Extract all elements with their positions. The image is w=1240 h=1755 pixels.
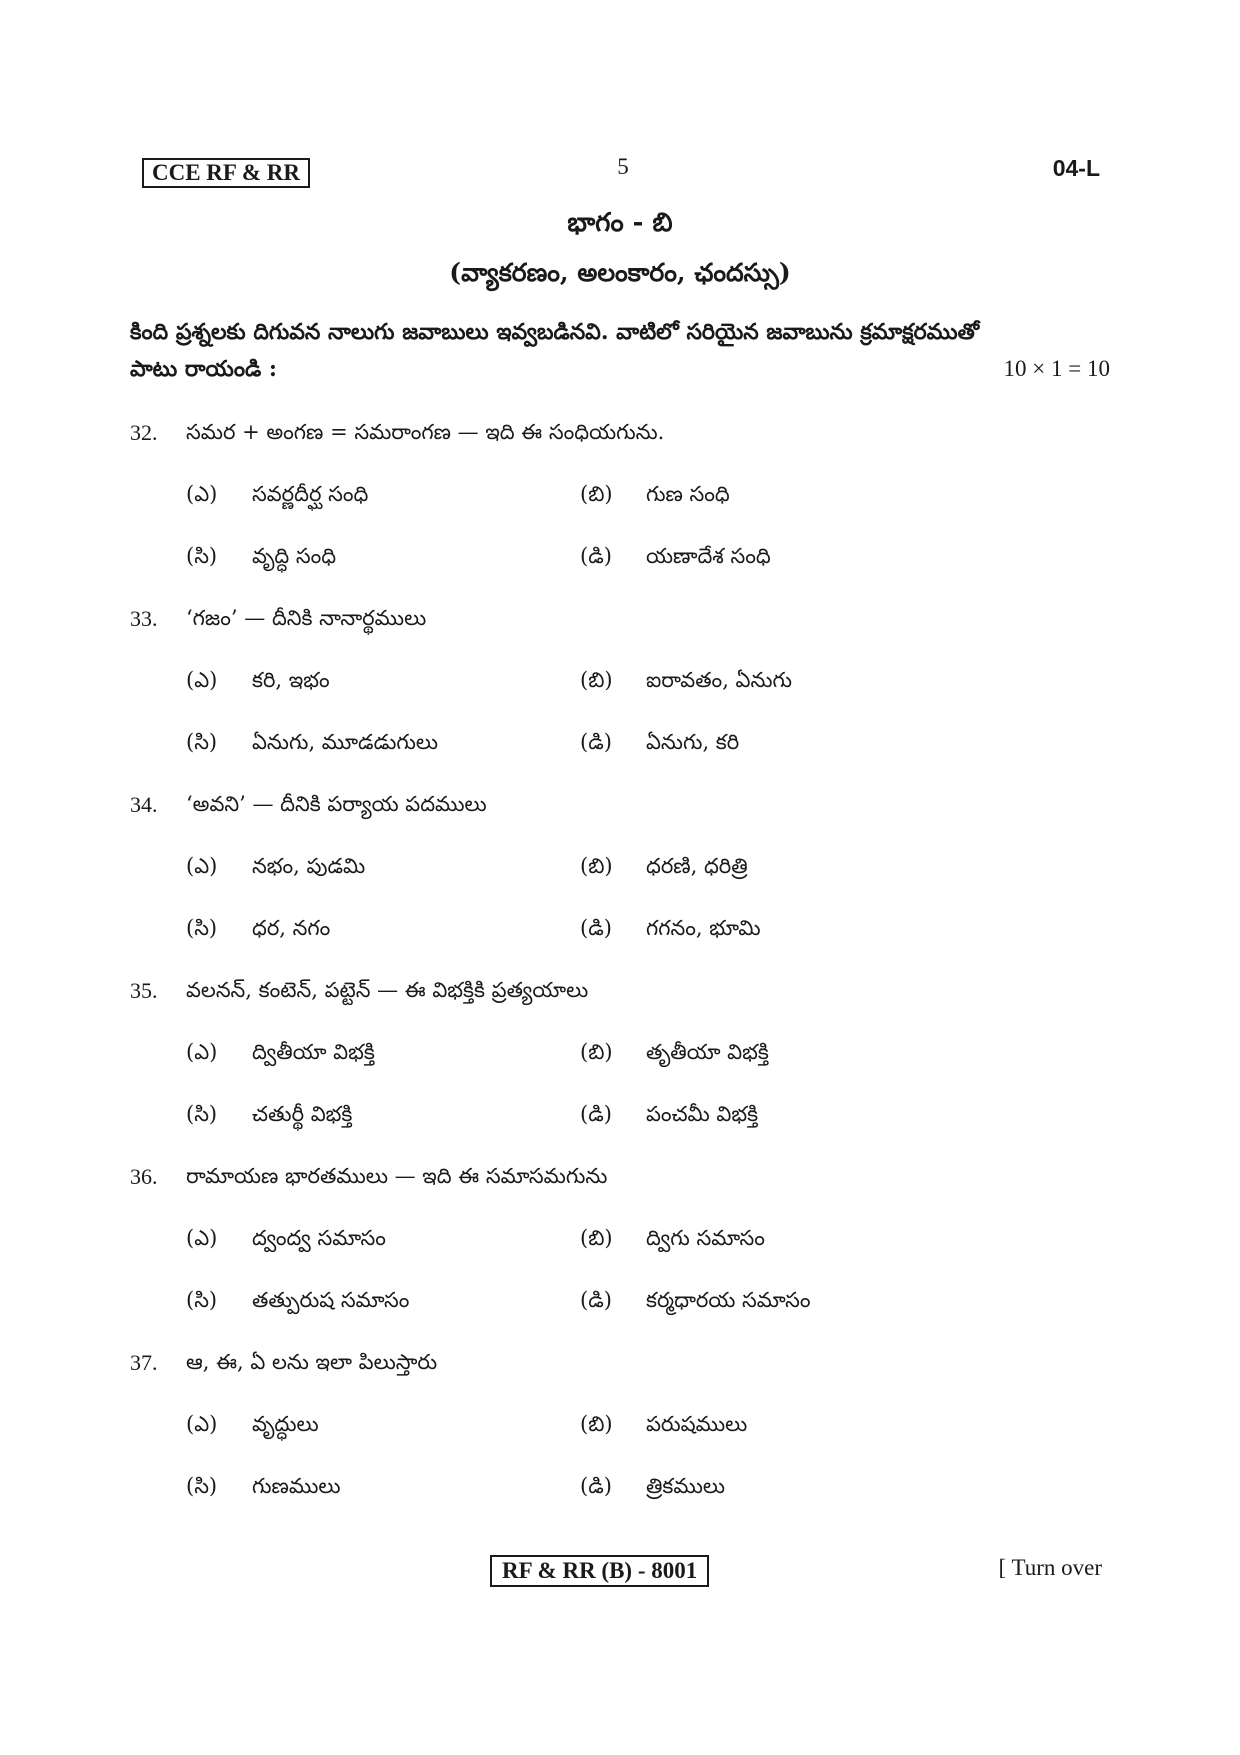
option-text: కరి, ఇభం [252,668,330,692]
option-d [580,1102,758,1132]
option-b [580,854,748,884]
question-37 [130,1350,1110,1536]
option-d [580,1474,725,1504]
option-label: (సి) [186,730,218,754]
option-b [580,1040,769,1070]
option-d [580,1288,811,1318]
question-34 [130,792,1110,978]
header-code-box: CCE RF & RR [142,158,310,188]
question-number: 37. [130,1350,158,1375]
option-label: (బి) [580,1040,613,1064]
option-label: (బి) [580,1412,613,1436]
option-c [186,1102,352,1132]
option-label: (డి) [580,544,612,568]
turn-over-note: [ Turn over [998,1555,1102,1580]
option-text: ద్వితీయా విభక్తి [252,1040,375,1064]
option-label: (ఎ) [186,854,218,878]
option-c [186,730,438,760]
paper-code: 04-L [1052,155,1100,181]
instructions-line1: కింది ప్రశ్నలకు దిగువన నాలుగు జవాబులు ఇవ్వబడినవి. వాటిలో సరియైన జవాబును క్రమాక్షరముతో [130,319,980,345]
option-text: నభం, పుడమి [252,854,366,878]
option-label: (బి) [580,668,613,692]
option-d [580,730,739,760]
option-text: త్రికములు [646,1474,726,1498]
option-c [186,1288,409,1318]
question-32 [130,420,1110,606]
option-a [186,668,330,698]
option-b [580,668,792,698]
option-c [186,1474,341,1504]
question-number: 35. [130,978,158,1003]
question-number: 36. [130,1164,158,1189]
option-label: (సి) [186,916,218,940]
option-text: ఏనుగు, మూడడుగులు [252,730,439,754]
option-text: కర్మధారయ సమాసం [646,1288,811,1312]
option-a [186,482,368,512]
question-text: ఆ, ఈ, ఏ లను ఇలా పిలుస్తారు [186,1350,438,1374]
question-text: రామాయణ భారతములు — ఇది ఈ సమాసమగును [186,1164,608,1188]
option-label: (డి) [580,1102,612,1126]
question-36 [130,1164,1110,1350]
question-number: 32. [130,420,158,445]
option-label: (ఎ) [186,668,218,692]
footer-code-box: RF & RR (B) - 8001 [490,1555,709,1587]
section-title: భాగం - బి [567,208,673,238]
option-text: ద్విగు సమాసం [646,1226,765,1250]
option-a [186,1226,386,1256]
page-number: 5 [617,154,629,179]
option-label: (బి) [580,1226,613,1250]
option-text: తత్పురుష సమాసం [252,1288,410,1312]
option-text: పంచమీ విభక్తి [646,1102,759,1126]
option-label: (డి) [580,730,612,754]
option-c [186,544,336,574]
option-label: (ఎ) [186,1226,218,1250]
option-text: చతుర్థీ విభక్తి [252,1102,353,1126]
option-text: ధర, నగం [252,916,331,940]
option-label: (బి) [580,854,613,878]
marks-allocation: 10 × 1 = 10 [1003,356,1110,381]
option-label: (సి) [186,1102,218,1126]
option-d [580,544,771,574]
option-label: (ఎ) [186,482,218,506]
question-text: ‘గజం’ — దీనికి నానార్థములు [186,606,427,630]
option-d [580,916,761,946]
question-text: ‘అవని’ — దీనికి పర్యాయ పదములు [186,792,487,816]
option-text: ధరణి, ధరిత్రి [646,854,748,878]
option-label: (డి) [580,1288,612,1312]
option-a [186,1412,319,1442]
option-text: గుణములు [252,1474,341,1498]
option-text: ద్వంద్వ సమాసం [252,1226,386,1250]
option-text: గగనం, భూమి [646,916,761,940]
option-label: (ఎ) [186,1040,218,1064]
question-33 [130,606,1110,792]
section-subtitle: (వ్యాకరణం, అలంకారం, ఛందస్సు) [449,258,791,287]
option-a [186,854,365,884]
option-label: (సి) [186,1474,218,1498]
option-c [186,916,330,946]
option-label: (డి) [580,916,612,940]
question-text: వలనన్, కంటెన్, పట్టెన్ — ఈ విభక్తికి ప్రత్యయాలు [186,978,589,1002]
option-label: (డి) [580,1474,612,1498]
option-text: సవర్ణదీర్ఘ సంధి [252,482,369,506]
option-a [186,1040,375,1070]
option-label: (సి) [186,1288,218,1312]
option-b [580,1226,765,1256]
option-text: ఐరావతం, ఏనుగు [646,668,793,692]
question-number: 34. [130,792,158,817]
question-35 [130,978,1110,1164]
question-text: సమర + అంగణ = సమరాంగణ — ఇది ఈ సంధియగును. [186,420,665,444]
option-label: (బి) [580,482,613,506]
option-text: యణాదేశ సంధి [646,544,771,568]
option-text: ఏనుగు, కరి [646,730,740,754]
instructions-line2: పాటు రాయండి : [130,356,278,382]
question-number: 33. [130,606,158,631]
option-b [580,1412,747,1442]
option-label: (సి) [186,544,218,568]
question-list [130,420,1110,1536]
option-label: (ఎ) [186,1412,218,1436]
option-text: గుణ సంధి [646,482,730,506]
option-text: పరుషములు [646,1412,748,1436]
option-text: తృతీయా విభక్తి [646,1040,769,1064]
option-text: వృద్ధి సంధి [252,544,337,568]
option-b [580,482,730,512]
option-text: వృద్ధులు [252,1412,319,1436]
